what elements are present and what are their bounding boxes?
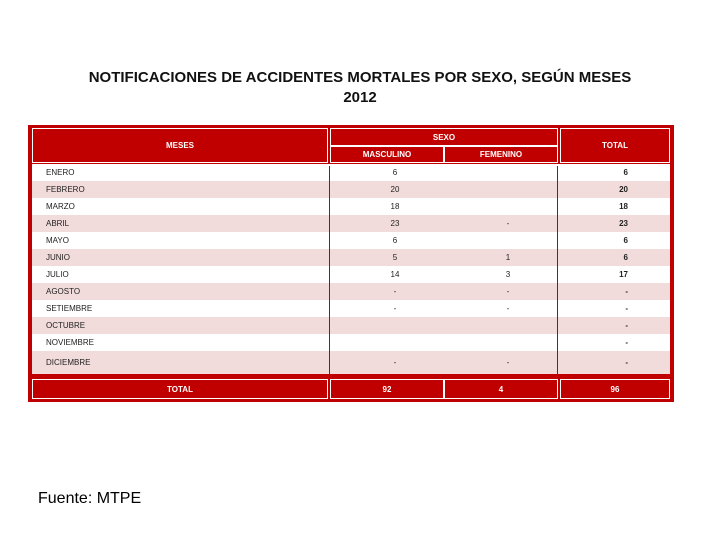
- cell-masculino: 14: [390, 270, 400, 279]
- cell-total: -: [625, 304, 628, 313]
- cell-masculino: -: [393, 358, 397, 367]
- table-row: [32, 351, 670, 374]
- cell-masculino: 18: [390, 202, 400, 211]
- cell-femenino: -: [506, 287, 510, 296]
- cell-masculino: -: [393, 304, 397, 313]
- cell-total: -: [625, 287, 628, 296]
- cell-total: -: [625, 338, 628, 347]
- cell-mes: NOVIEMBRE: [46, 338, 95, 347]
- cell-total: 23: [619, 219, 628, 228]
- table-row: [32, 300, 670, 317]
- cell-mes: DICIEMBRE: [46, 358, 91, 367]
- table-row: [32, 164, 670, 181]
- cell-masculino: 23: [390, 219, 400, 228]
- cell-masculino: [367, 317, 423, 334]
- cell-femenino: [480, 198, 536, 215]
- total-label: TOTAL: [32, 379, 328, 399]
- cell-mes: JULIO: [46, 270, 69, 279]
- cell-femenino: 1: [505, 253, 511, 262]
- cell-masculino: -: [393, 287, 397, 296]
- cell-mes: ENERO: [46, 168, 75, 177]
- source-note: Fuente: MTPE: [38, 490, 142, 507]
- cell-mes: OCTUBRE: [46, 321, 86, 330]
- cell-mes: ABRIL: [46, 219, 70, 228]
- table-row: [32, 266, 670, 283]
- column-divider: [329, 166, 330, 374]
- cell-femenino: 3: [505, 270, 511, 279]
- table-row: [32, 232, 670, 249]
- cell-femenino: -: [506, 358, 510, 367]
- cell-total: -: [625, 321, 628, 330]
- cell-masculino: 20: [390, 185, 400, 194]
- cell-total: 6: [623, 253, 628, 262]
- total-masculino: 92: [330, 379, 444, 399]
- total-general: 96: [560, 379, 670, 399]
- total-femenino: 4: [444, 379, 558, 399]
- header-meses: MESES: [32, 128, 328, 163]
- title-line-1: NOTIFICACIONES DE ACCIDENTES MORTALES POR SEXO, SEGÚN MESES: [88, 69, 632, 86]
- cell-total: 17: [619, 270, 628, 279]
- header-total: TOTAL: [560, 128, 670, 163]
- table-title: [40, 68, 680, 108]
- cell-total: 6: [623, 236, 628, 245]
- cell-masculino: 5: [392, 253, 398, 262]
- cell-total: 6: [623, 168, 628, 177]
- cell-mes: JUNIO: [46, 253, 70, 262]
- header-masculino: MASCULINO: [330, 146, 444, 163]
- cell-femenino: [480, 181, 536, 198]
- cell-total: 20: [619, 185, 628, 194]
- cell-total: -: [625, 358, 628, 367]
- table-row: [32, 317, 670, 334]
- cell-mes: FEBRERO: [46, 185, 85, 194]
- title-year: 2012: [343, 89, 377, 106]
- cell-mes: MARZO: [46, 202, 75, 211]
- cell-masculino: [367, 334, 423, 351]
- header-sexo: SEXO: [330, 128, 558, 146]
- cell-masculino: 6: [392, 236, 398, 245]
- table-row: [32, 215, 670, 232]
- cell-mes: MAYO: [46, 236, 69, 245]
- cell-femenino: [480, 164, 536, 181]
- table-row: [32, 198, 670, 215]
- cell-femenino: -: [506, 219, 510, 228]
- cell-femenino: [480, 317, 536, 334]
- table-row: [32, 181, 670, 198]
- table-row: [32, 283, 670, 300]
- cell-femenino: [480, 232, 536, 249]
- column-divider: [557, 166, 558, 374]
- cell-mes: AGOSTO: [46, 287, 81, 296]
- cell-mes: SETIEMBRE: [46, 304, 93, 313]
- table-row: [32, 249, 670, 266]
- table-row: [32, 334, 670, 351]
- cell-masculino: 6: [392, 168, 398, 177]
- cell-femenino: -: [506, 304, 510, 313]
- header-femenino: FEMENINO: [444, 146, 558, 163]
- cell-total: 18: [619, 202, 628, 211]
- cell-femenino: [480, 334, 536, 351]
